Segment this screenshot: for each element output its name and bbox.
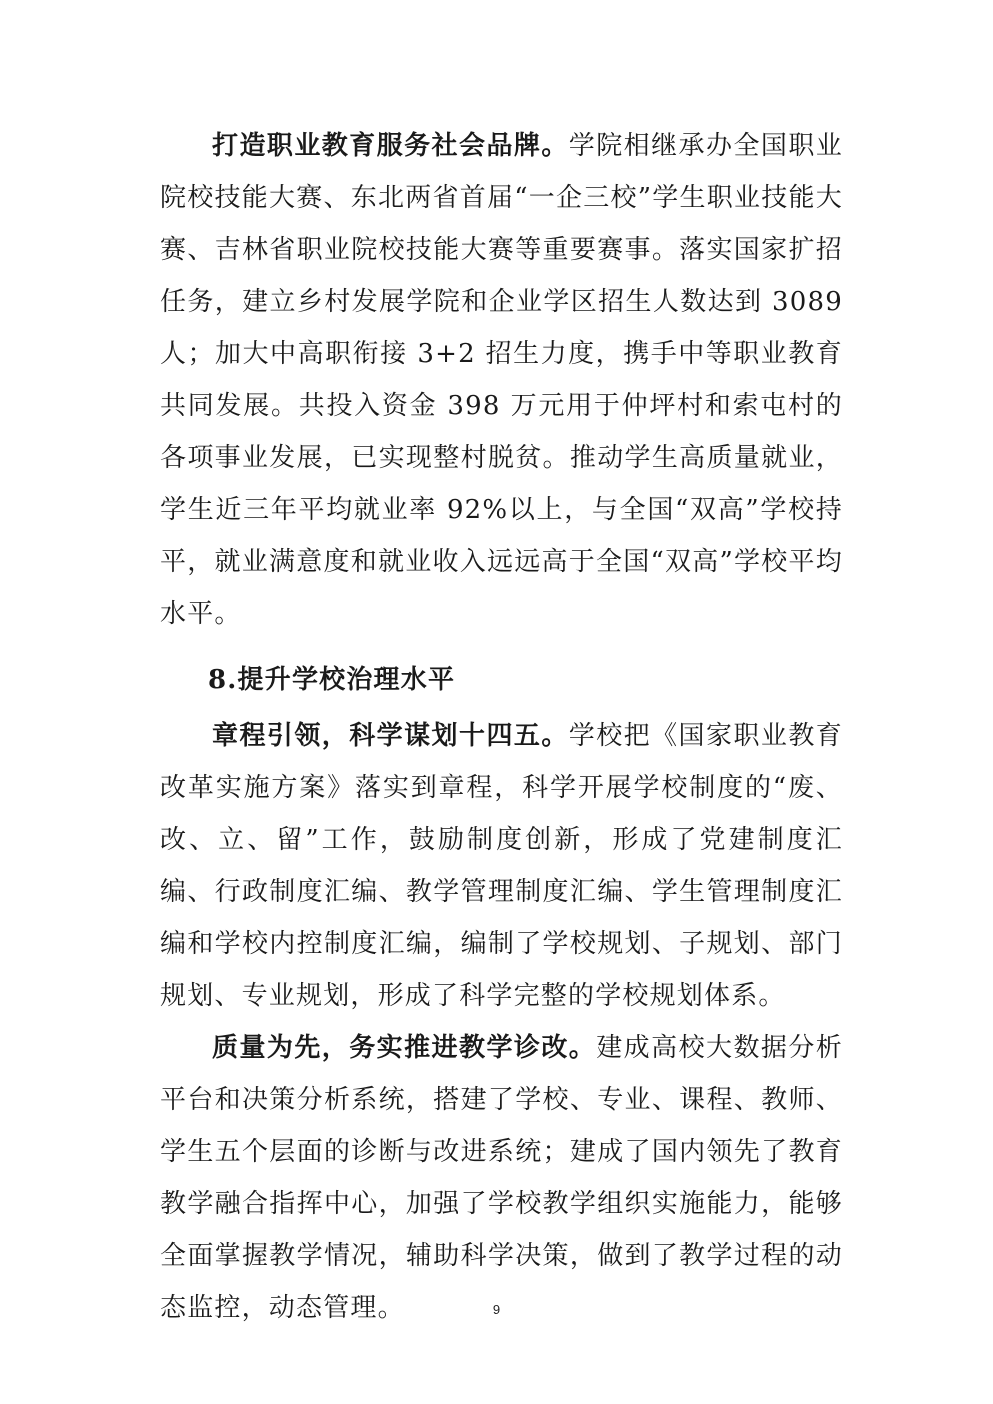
paragraph-body: 学校把《国家职业教育改革实施方案》落实到章程，科学开展学校制度的“废、改、立、留”工作，鼓励制度创新，形成了党建制度汇编、行政制度汇编、教学管理制度汇编、学生管理制度汇编和学校内控制度汇编，编制了学校规划、子规划、部门规划、专业规划，形成了科学完整的学校规划体系。 [160,721,843,1011]
paragraph-charter [160,710,843,1022]
paragraph-body: 建成高校大数据分析平台和决策分析系统，搭建了学校、专业、课程、教师、学生五个层面的诊断与改进系统；建成了国内领先了教育教学融合指挥中心，加强了学校教学组织实施能力，能够全面掌握教学情况，辅助科学决策，做到了教学过程的动态监控，动态管理。 [160,1033,843,1323]
paragraph-lead: 章程引领，科学谋划十四五。 [212,721,569,751]
paragraph-social-brand [160,120,843,640]
paragraph-lead: 打造职业教育服务社会品牌。 [212,131,569,161]
paragraph-body: 学院相继承办全国职业院校技能大赛、东北两省首届“一企三校”学生职业技能大赛、吉林省职业院校技能大赛等重要赛事。落实国家扩招任务，建立乡村发展学院和企业学区招生人数达到 3089 人；加大中高职衔接 3+2 招生力度，携手中等职业教育共同发展。共投入资金 398 万元用于仲坪村和索屯村的各项事业发展，已实现整村脱贫。推动学生高质量就业，学生近三年平均就业率 92%以上，与全国“双高”学校持平，就业满意度和就业收入远远高于全国“双高”学校平均水平。 [160,131,843,629]
page-content [160,120,843,1334]
page-number: 9 [492,1302,501,1317]
paragraph-lead: 质量为先，务实推进教学诊改。 [212,1033,597,1063]
paragraph-quality [160,1022,843,1334]
section-heading: 8.提升学校治理水平 [208,665,456,695]
